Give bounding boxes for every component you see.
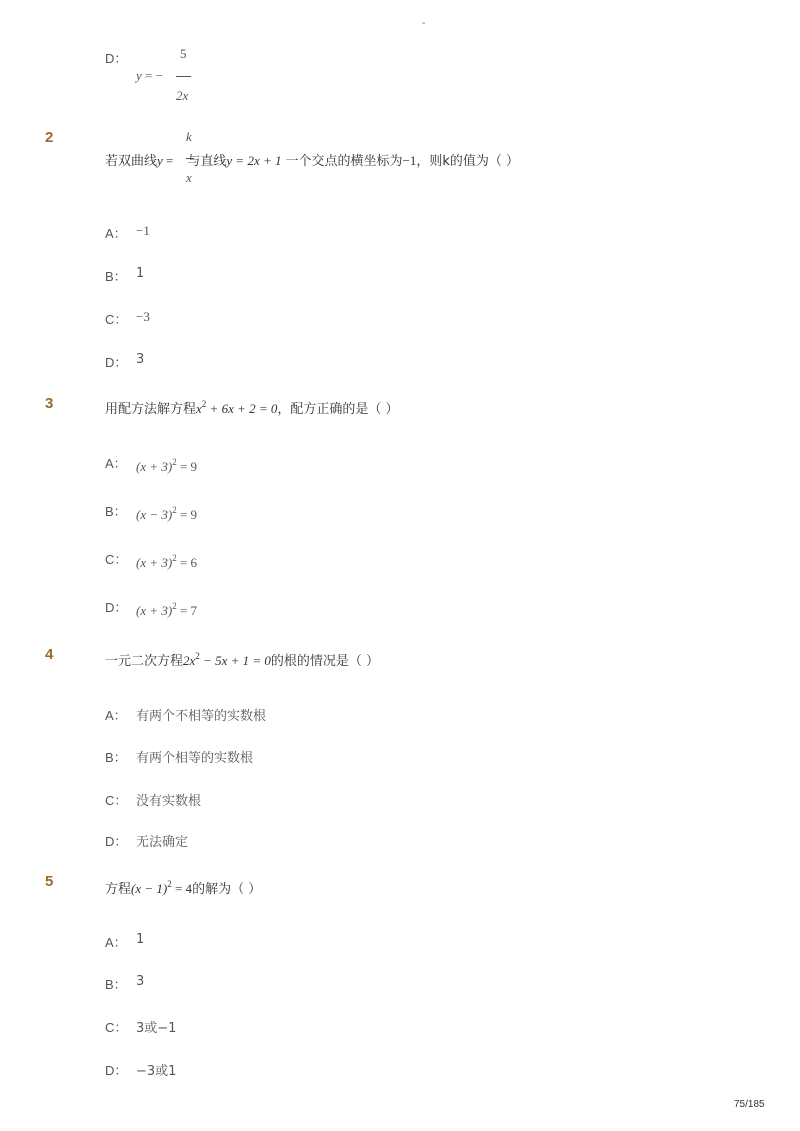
q4-stem-base: 2x bbox=[183, 653, 196, 668]
q3-stem-part-a: 用配方法解方程 bbox=[105, 402, 197, 417]
q3-option-a-exp: 2 bbox=[172, 457, 177, 467]
question-number-4: 4 bbox=[45, 646, 54, 663]
q4-option-b-text: 有两个相等的实数根 bbox=[136, 751, 254, 766]
prev-option-d-fraction-bar bbox=[176, 76, 191, 77]
q5-stem-part-b: 的解为（ ） bbox=[192, 882, 262, 897]
q2-option-d-text: 3 bbox=[136, 352, 145, 367]
header-mark: - bbox=[422, 18, 426, 29]
q2-fraction-numerator: k bbox=[186, 129, 192, 144]
q4-stem-part-a: 一元二次方程 bbox=[105, 654, 184, 669]
q3-stem-part-b: ，配方正确的是（ ） bbox=[277, 402, 399, 417]
q5-option-a-text: 1 bbox=[136, 932, 145, 947]
q3-option-b-formula bbox=[136, 505, 197, 523]
q2-option-a-text: −1 bbox=[136, 223, 150, 238]
prev-option-d-numerator: 5 bbox=[180, 46, 187, 61]
q3-option-b-exp: 2 bbox=[172, 505, 177, 515]
q3-option-d-formula bbox=[136, 601, 197, 619]
q3-option-d-exp: 2 bbox=[172, 601, 177, 611]
prev-option-d-var: y bbox=[136, 68, 142, 83]
q2-option-d-label: D： bbox=[105, 355, 128, 370]
q4-option-d-label: D： bbox=[105, 834, 128, 849]
q3-option-c-base: (x + 3) bbox=[136, 555, 173, 570]
prev-option-d-op: = − bbox=[141, 68, 163, 83]
q5-option-a-label: A： bbox=[105, 935, 127, 950]
q3-option-a-rhs: = 9 bbox=[176, 459, 198, 474]
q5-option-d-text: −3或1 bbox=[136, 1064, 177, 1079]
q2-stem-part-b: 与直线 bbox=[187, 154, 227, 169]
q5-stem bbox=[105, 878, 261, 897]
q4-option-b-label: B： bbox=[105, 750, 127, 765]
q3-option-c-label: C： bbox=[105, 552, 128, 567]
q4-option-d-text: 无法确定 bbox=[136, 835, 189, 850]
q5-stem-base: (x − 1) bbox=[131, 881, 168, 896]
q4-stem-exponent: 2 bbox=[195, 651, 200, 661]
q3-option-b-base: (x − 3) bbox=[136, 507, 173, 522]
q5-option-c-label: C： bbox=[105, 1020, 128, 1035]
question-number-3: 3 bbox=[45, 395, 54, 412]
q3-option-d-label: D： bbox=[105, 600, 128, 615]
q4-stem bbox=[105, 650, 379, 669]
q5-stem-exponent: 2 bbox=[167, 879, 172, 889]
q4-option-a-text: 有两个不相等的实数根 bbox=[136, 709, 267, 724]
question-number-5: 5 bbox=[45, 873, 54, 890]
q2-stem-part-a: 若双曲线 bbox=[105, 154, 158, 169]
q3-stem-exponent: 2 bbox=[201, 399, 207, 409]
q3-stem-x: x bbox=[196, 401, 202, 416]
q2-stem-line: y = 2x + 1 bbox=[226, 153, 282, 168]
q2-option-b-text: 1 bbox=[136, 266, 145, 281]
prev-option-d-denominator: 2x bbox=[176, 88, 189, 103]
prev-option-d-formula bbox=[136, 68, 163, 84]
q3-option-c-exp: 2 bbox=[172, 553, 177, 563]
q2-option-c-label: C： bbox=[105, 312, 128, 327]
q2-stem-part-d: ，则k的值为（ ） bbox=[416, 154, 520, 169]
q5-option-c-text: 3或−1 bbox=[136, 1021, 177, 1036]
q3-stem-rest: + 6x + 2 = 0 bbox=[206, 401, 278, 416]
q2-stem-y: y bbox=[157, 153, 163, 168]
q2-stem bbox=[105, 150, 519, 169]
q4-option-a-label: A： bbox=[105, 708, 127, 723]
q3-option-d-base: (x + 3) bbox=[136, 603, 173, 618]
q3-option-b-rhs: = 9 bbox=[176, 507, 198, 522]
q3-option-b-label: B： bbox=[105, 504, 127, 519]
q3-option-a-label: A： bbox=[105, 456, 127, 471]
q2-stem-part-c: 一个交点的横坐标为 bbox=[285, 154, 403, 169]
q2-fraction-denominator: x bbox=[186, 170, 192, 185]
q5-option-d-label: D： bbox=[105, 1063, 128, 1078]
prev-option-d-label: D： bbox=[105, 51, 128, 66]
q2-stem-value: −1 bbox=[402, 153, 417, 168]
question-number-2: 2 bbox=[45, 129, 54, 146]
q2-stem-eq: = bbox=[162, 153, 174, 168]
q3-option-a-base: (x + 3) bbox=[136, 459, 173, 474]
q4-stem-part-b: 的根的情况是（ ） bbox=[270, 654, 380, 669]
q2-option-b-label: B： bbox=[105, 269, 127, 284]
page-number: 75/185 bbox=[734, 1099, 765, 1110]
q3-option-c-rhs: = 6 bbox=[176, 555, 198, 570]
q5-stem-part-a: 方程 bbox=[105, 882, 132, 897]
q4-stem-rest: − 5x + 1 = 0 bbox=[199, 653, 271, 668]
q5-option-b-text: 3 bbox=[136, 974, 145, 989]
q4-option-c-text: 没有实数根 bbox=[136, 794, 202, 809]
q5-option-b-label: B： bbox=[105, 977, 127, 992]
q3-option-c-formula bbox=[136, 553, 197, 571]
q2-option-c-text: −3 bbox=[136, 309, 150, 324]
q4-option-c-label: C： bbox=[105, 793, 128, 808]
q3-option-a-formula bbox=[136, 457, 197, 475]
q3-stem bbox=[105, 398, 399, 417]
q2-option-a-label: A： bbox=[105, 226, 127, 241]
q3-option-d-rhs: = 7 bbox=[176, 603, 198, 618]
q5-stem-rest: = 4 bbox=[171, 881, 193, 896]
